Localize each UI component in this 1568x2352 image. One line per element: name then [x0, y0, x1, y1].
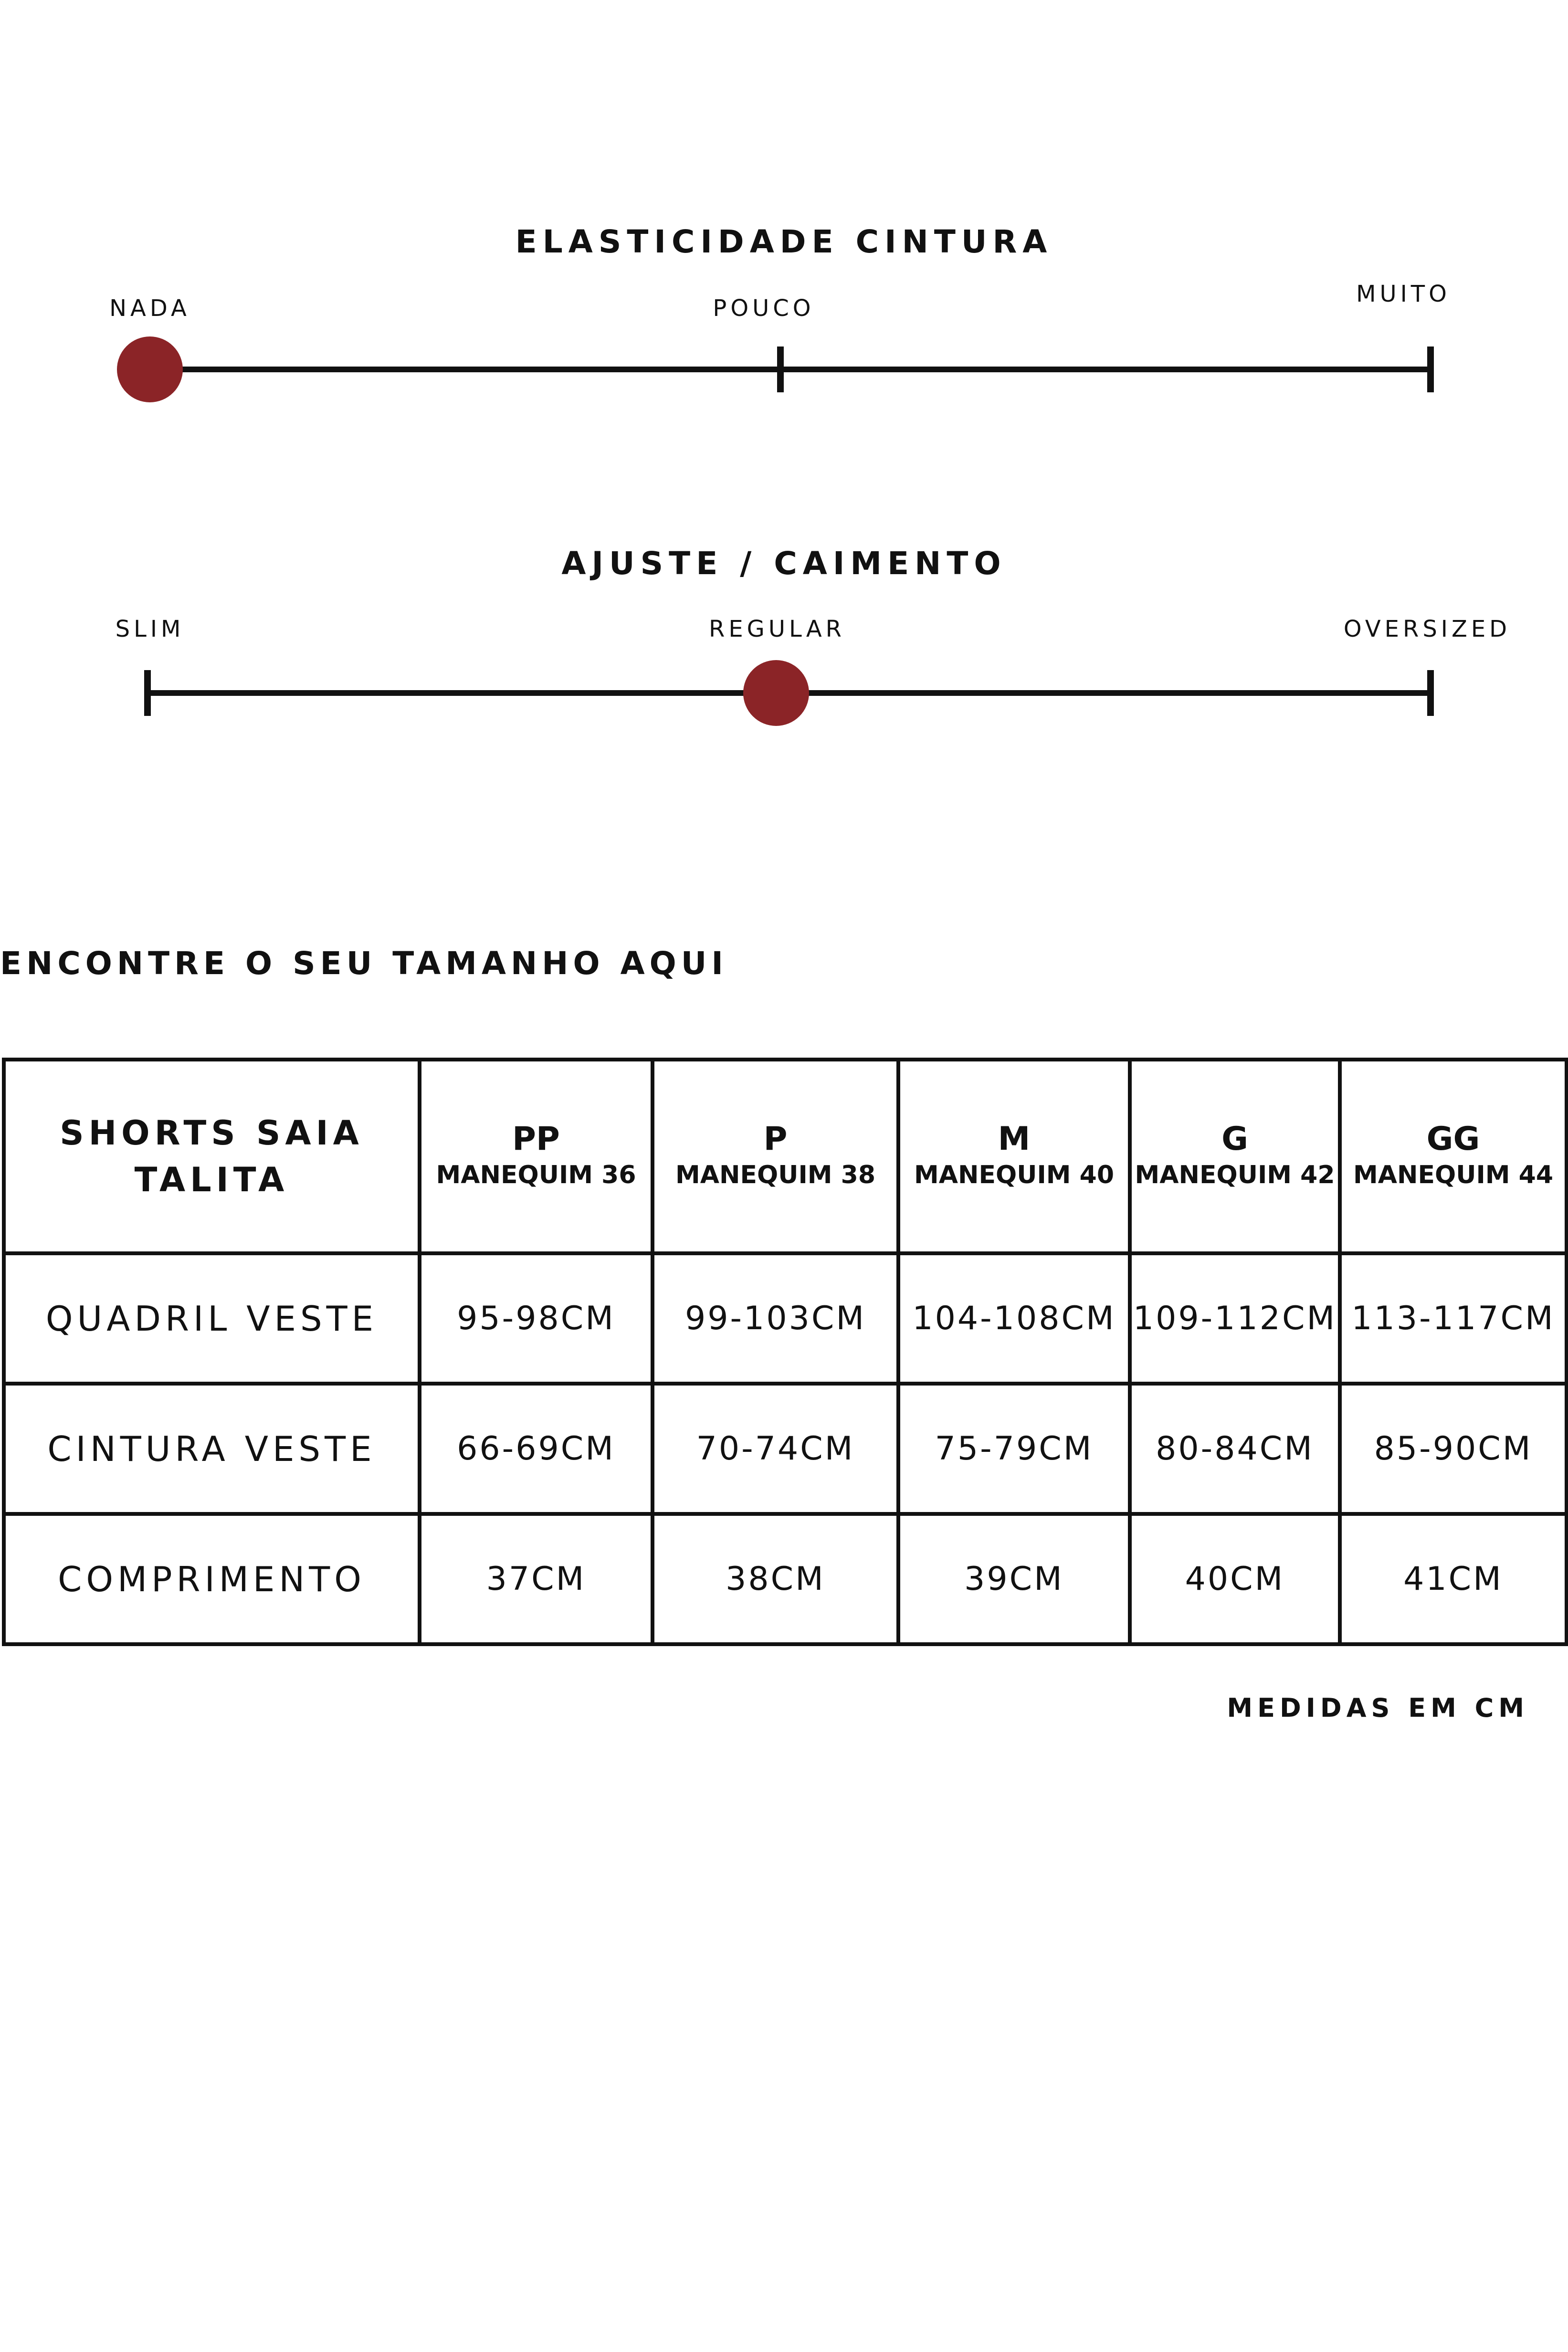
fit-label-oversized: OVERSIZED: [1343, 616, 1511, 642]
row-label-hip: QUADRIL VESTE: [4, 1253, 420, 1384]
row-label-waist: CINTURA VESTE: [4, 1384, 420, 1514]
fit-marker: [743, 660, 809, 726]
size-header-pp: [420, 1060, 652, 1253]
table-cell: 39CM: [898, 1514, 1130, 1644]
waist-elasticity-marker: [117, 336, 183, 402]
waist-elasticity-label-little: POUCO: [713, 295, 815, 322]
table-cell: 40CM: [1130, 1514, 1340, 1644]
waist-elasticity-title: ELASTICIDADE CINTURA: [515, 223, 1053, 260]
table-cell: 66-69CM: [420, 1384, 652, 1514]
fit-title: AJUSTE / CAIMENTO: [561, 545, 1007, 582]
table-cell: 41CM: [1340, 1514, 1567, 1644]
table-cell: 75-79CM: [898, 1384, 1130, 1514]
size-mannequin: MANEQUIM 38: [675, 1160, 876, 1189]
size-header-row: [4, 1060, 1567, 1253]
table-cell: 38CM: [652, 1514, 898, 1644]
table-cell: 85-90CM: [1340, 1384, 1567, 1514]
waist-elasticity-track: [147, 367, 1431, 372]
table-cell: 99-103CM: [652, 1253, 898, 1384]
size-code: G: [1221, 1120, 1248, 1158]
waist-elasticity-tick-middle: [777, 346, 784, 392]
table-cell: 80-84CM: [1130, 1384, 1340, 1514]
waist-elasticity-label-none: NADA: [109, 295, 190, 322]
table-cell: 37CM: [420, 1514, 652, 1644]
product-name: SHORTS SAIA TALITA: [60, 1113, 364, 1199]
row-label-length: COMPRIMENTO: [4, 1514, 420, 1644]
size-mannequin: MANEQUIM 36: [436, 1160, 636, 1189]
size-header-g: [1130, 1060, 1340, 1253]
waist-elasticity-label-much: MUITO: [1356, 281, 1451, 307]
fit-tick-end: [1427, 670, 1434, 716]
table-row: [4, 1253, 1567, 1384]
fit-label-slim: SLIM: [115, 616, 185, 642]
size-header-p: [652, 1060, 898, 1253]
measurements-note: MEDIDAS EM CM: [1227, 1693, 1529, 1723]
size-header-m: [898, 1060, 1130, 1253]
table-cell: 70-74CM: [652, 1384, 898, 1514]
table-cell: 109-112CM: [1130, 1253, 1340, 1384]
size-code: GG: [1426, 1120, 1480, 1158]
size-mannequin: MANEQUIM 44: [1353, 1160, 1554, 1189]
size-table: [2, 1058, 1568, 1646]
size-section-heading: ENCONTRE O SEU TAMANHO AQUI: [0, 945, 728, 982]
size-mannequin: MANEQUIM 42: [1135, 1160, 1335, 1189]
size-mannequin: MANEQUIM 40: [914, 1160, 1115, 1189]
product-name-cell: [4, 1060, 420, 1253]
size-header-gg: [1340, 1060, 1567, 1253]
size-code: PP: [512, 1120, 560, 1158]
table-cell: 95-98CM: [420, 1253, 652, 1384]
table-cell: 104-108CM: [898, 1253, 1130, 1384]
table-row: [4, 1384, 1567, 1514]
table-row: [4, 1514, 1567, 1644]
fit-label-regular: REGULAR: [708, 616, 846, 642]
size-code: P: [763, 1120, 788, 1158]
size-code: M: [998, 1120, 1031, 1158]
table-cell: 113-117CM: [1340, 1253, 1567, 1384]
waist-elasticity-tick-end: [1427, 346, 1434, 392]
